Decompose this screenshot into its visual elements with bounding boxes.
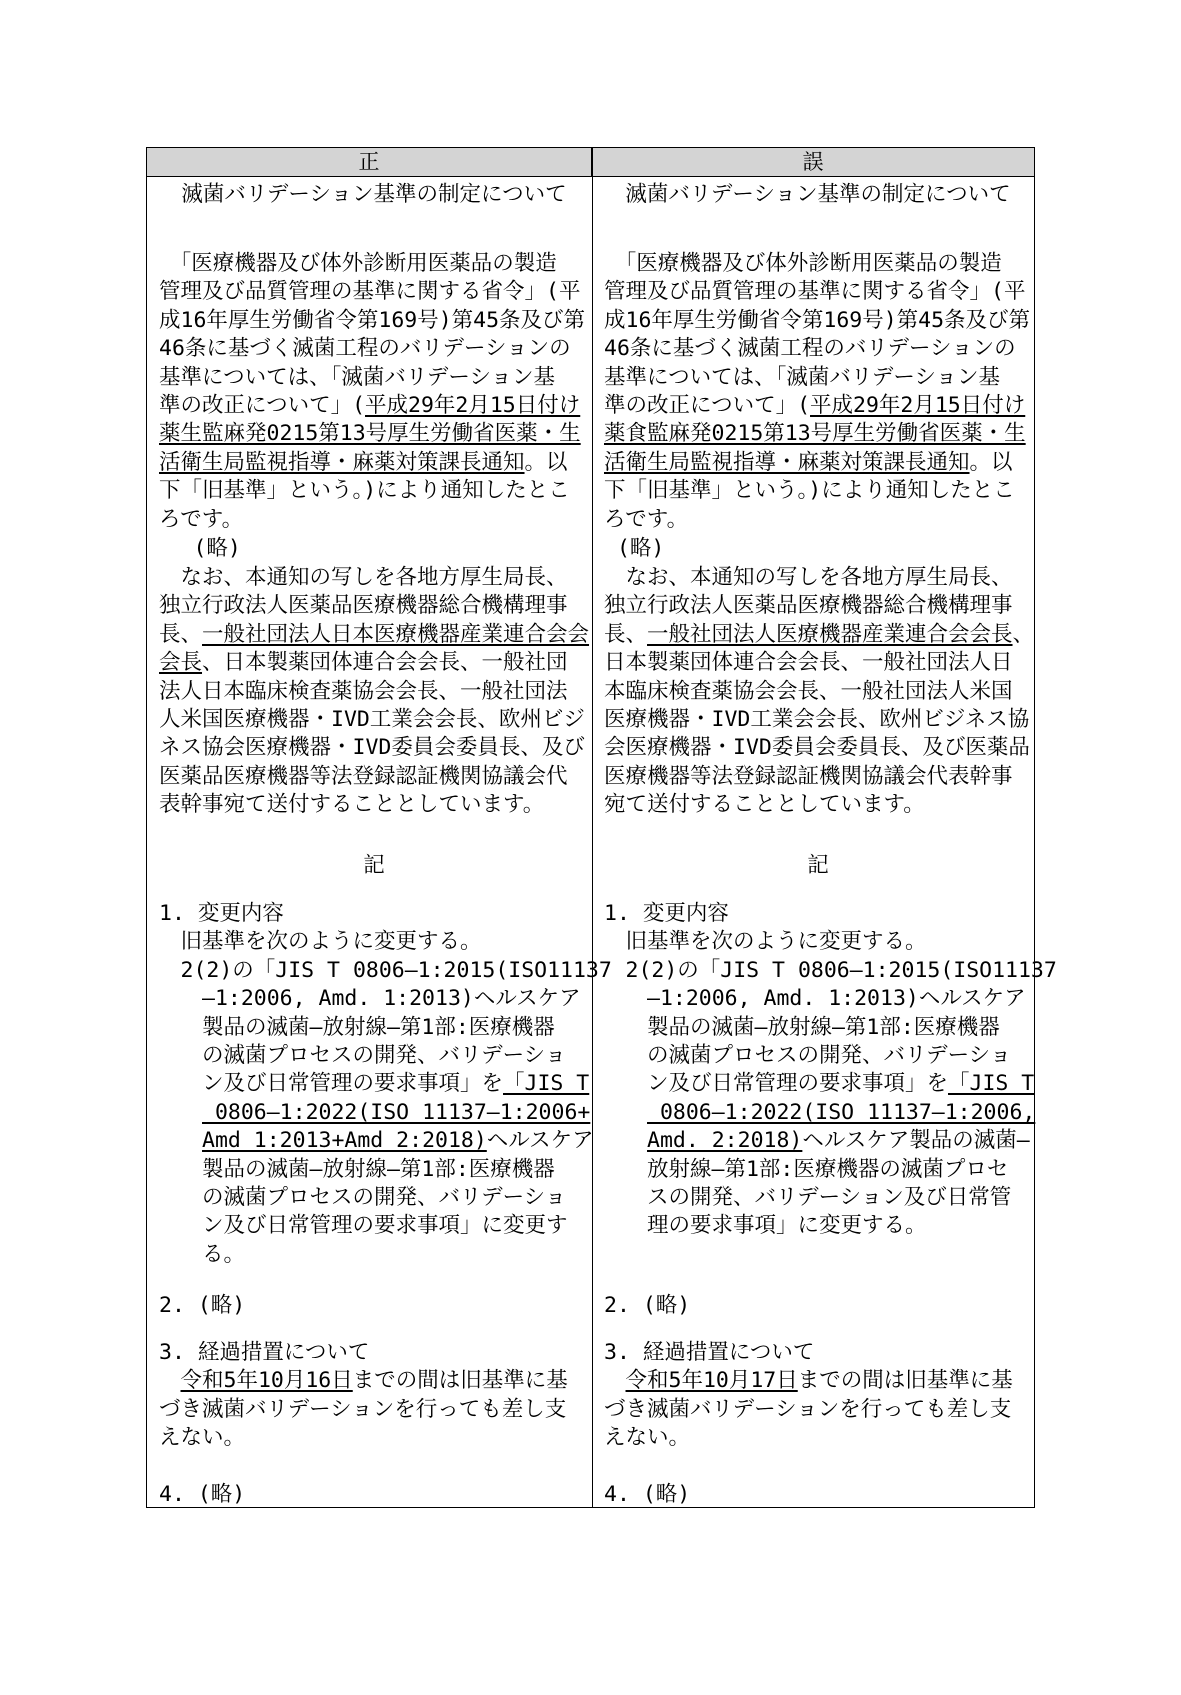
- text-segment: る。: [159, 1241, 246, 1267]
- text-segment: 1. 変更内容: [604, 901, 729, 926]
- block-para1: [159, 250, 589, 534]
- text-line: [159, 791, 589, 819]
- block-sec4: [159, 1481, 589, 1509]
- text-line: [604, 1070, 1035, 1098]
- text-segment: スの開発、バリデーション及び日常管: [604, 1184, 1012, 1210]
- block-sec4: [604, 1481, 1032, 1509]
- text-segment: の滅菌プロセスの開発、バリデーショ: [159, 1184, 567, 1210]
- text-line: [159, 1070, 589, 1098]
- text-segment: 日本製薬団体連合会会長、一般社団法人日: [604, 650, 1013, 676]
- block-ki: [159, 852, 589, 880]
- text-segment: までの間は旧基準に基: [352, 1368, 568, 1394]
- block-nao: [159, 564, 589, 820]
- text-segment: 表幹事宛て送付することとしています。: [159, 792, 545, 818]
- text-line: [159, 1184, 589, 1212]
- text-segment: 宛て送付することとしています。: [604, 792, 925, 818]
- text-segment: までの間は旧基準に基: [797, 1368, 1013, 1394]
- text-segment: 医薬品医療機器等法登録認証機関協議会代: [159, 763, 568, 789]
- text-segment: なお、本通知の写しを各地方厚生局長、: [604, 565, 1013, 590]
- text-segment: [159, 1128, 202, 1153]
- sec2-text: 2. (略): [604, 1293, 691, 1318]
- text-segment: 下「旧基準」という。)により通知したとこ: [159, 478, 570, 504]
- underlined-text: Amd. 2:2018): [647, 1128, 803, 1154]
- text-segment: 基準については、「滅菌バリデーション基: [604, 364, 1001, 390]
- text-segment: 医療機器・IVD工業会会長、欧州ビジネス協: [604, 706, 1030, 732]
- text-segment: 製品の滅菌—放射線—第1部:医療機器: [604, 1014, 1000, 1040]
- text-line: [604, 477, 1032, 505]
- text-segment: ろです。: [159, 506, 244, 532]
- block-sec2: [604, 1292, 1032, 1320]
- sec4-text: 4. (略): [159, 1482, 246, 1507]
- text-line: [604, 678, 1032, 706]
- text-segment: 基準については、「滅菌バリデーション基: [159, 364, 556, 390]
- block-para1: [604, 250, 1032, 534]
- sec4-text: 4. (略): [604, 1482, 691, 1507]
- text-segment: 。以: [969, 449, 1013, 475]
- text-segment: 、日本製薬団体連合会会長、一般社団: [202, 650, 568, 676]
- text-segment: 「医療機器及び体外診断用医薬品の製造: [159, 251, 557, 276]
- text-segment: [604, 1368, 626, 1393]
- block-sec3: [604, 1339, 1032, 1453]
- text-segment: の滅菌プロセスの開発、バリデーショ: [159, 1042, 567, 1068]
- text-line: [159, 706, 589, 734]
- underlined-text: 0806—1:2022(ISO 11137—1:2006+: [202, 1099, 591, 1125]
- text-line: [604, 420, 1032, 448]
- text-segment: 管理及び品質管理の基準に関する省令」(平: [604, 279, 1026, 305]
- text-segment: 医療機器等法登録認証機関協議会代表幹事: [604, 763, 1013, 789]
- text-segment: 旧基準を次のように変更する。: [604, 929, 927, 955]
- text-line: [604, 335, 1032, 363]
- text-line: [159, 1127, 594, 1155]
- block-ki: [604, 852, 1032, 880]
- text-segment: 2(2)の「JIS T 0806—1:2015(ISO11137: [159, 957, 612, 983]
- text-line: [604, 957, 1057, 985]
- text-line: [604, 1212, 1032, 1240]
- sec2-text: 2. (略): [159, 1293, 246, 1318]
- text-segment: [604, 1100, 647, 1125]
- text-line: [159, 420, 589, 448]
- header-incorrect: 誤: [592, 148, 1034, 177]
- text-line: [604, 791, 1032, 819]
- text-line: [159, 477, 589, 505]
- text-segment: ヘルスケア製品の滅菌—: [802, 1128, 1030, 1154]
- text-segment: ン及び日常管理の要求事項」に変更す: [159, 1213, 568, 1239]
- text-line: [604, 1367, 1032, 1395]
- text-segment: [159, 1100, 202, 1125]
- text-segment: 46条に基づく滅菌工程のバリデーションの: [604, 336, 1016, 362]
- text-line: [159, 900, 589, 928]
- block-sec1: [159, 900, 612, 1269]
- text-line: [159, 592, 589, 620]
- underlined-text: 活衛生局監視指導・麻薬対策課長通知: [159, 449, 525, 475]
- text-line: [159, 564, 589, 592]
- text-segment: なお、本通知の写しを各地方厚生局長、: [159, 565, 568, 590]
- text-segment: 放射線—第1部:医療機器の滅菌プロセ: [604, 1156, 1009, 1182]
- text-segment: ン及び日常管理の要求事項」を: [159, 1071, 504, 1097]
- underlined-text: 活衛生局監視指導・麻薬対策課長通知: [604, 449, 970, 475]
- text-segment: ろです。: [604, 506, 689, 532]
- text-line: [159, 1099, 589, 1127]
- text-segment: づき滅菌バリデーションを行っても差し支: [604, 1396, 1012, 1422]
- underlined-text: 平成29年2月15日付け: [810, 392, 1026, 418]
- text-segment: 製品の滅菌—放射線—第1部:医療機器: [159, 1156, 555, 1182]
- text-line: [159, 734, 589, 762]
- underlined-text: 0806—1:2022(ISO 11137—1:2006,: [647, 1099, 1036, 1125]
- text-line: [604, 1156, 1032, 1184]
- text-line: [604, 506, 1032, 534]
- text-segment: 3. 経過措置について: [159, 1340, 370, 1365]
- block-title: [159, 181, 589, 209]
- text-line: [159, 985, 589, 1013]
- text-line: [159, 364, 589, 392]
- text-segment: 成16年厚生労働省令第169号)第45条及び第: [159, 307, 586, 333]
- block-nao: [604, 564, 1035, 820]
- text-line: [159, 1424, 589, 1452]
- text-line: [159, 1396, 589, 1424]
- ki-text: 記: [363, 853, 385, 878]
- text-line: [159, 1339, 589, 1367]
- text-line: [604, 985, 1032, 1013]
- text-segment: えない。: [159, 1425, 246, 1451]
- underlined-text: 「JIS T: [948, 1071, 1035, 1097]
- text-segment: 独立行政法人医薬品医療機器総合機構理事: [159, 593, 568, 619]
- text-line: [159, 250, 589, 278]
- text-line: [604, 706, 1032, 734]
- underlined-text: 一般社団法人医療機器産業連合会会長: [647, 621, 1013, 647]
- text-line: [604, 449, 1032, 477]
- text-segment: 法人日本臨床検査薬協会会長、一般社団法: [159, 678, 568, 704]
- text-line: [159, 649, 589, 677]
- text-segment: 。以: [524, 449, 568, 475]
- text-line: [159, 278, 589, 306]
- column-incorrect: [604, 148, 1057, 1507]
- text-line: [159, 763, 589, 791]
- text-segment: 準の改正について」(: [159, 392, 366, 418]
- text-segment: 3. 経過措置について: [604, 1340, 815, 1365]
- ki-text: 記: [807, 853, 829, 878]
- underlined-text: 平成29年2月15日付け: [365, 392, 581, 418]
- text-segment: 長、: [604, 621, 648, 647]
- text-line: [604, 250, 1032, 278]
- block-sec1: [604, 900, 1057, 1241]
- text-line: [604, 1184, 1032, 1212]
- ryaku-text: (略): [159, 536, 241, 561]
- text-line: [159, 1241, 589, 1269]
- text-segment: —1:2006, Amd. 1:2013)ヘルスケア: [604, 986, 1026, 1012]
- text-line: [159, 1014, 589, 1042]
- text-segment: 本臨床検査薬協会会長、一般社団法人米国: [604, 678, 1013, 704]
- text-line: [159, 1042, 589, 1070]
- text-line: [604, 900, 1032, 928]
- block-ryaku: [604, 535, 1032, 563]
- underlined-text: 令和5年10月16日: [180, 1368, 353, 1394]
- block-sec3: [159, 1339, 589, 1453]
- text-line: [159, 506, 589, 534]
- text-line: [159, 678, 589, 706]
- text-line: [604, 278, 1032, 306]
- text-line: [604, 928, 1032, 956]
- title-text: 滅菌バリデーション基準の制定について: [625, 182, 1011, 207]
- text-segment: 独立行政法人医薬品医療機器総合機構理事: [604, 593, 1013, 619]
- text-line: [159, 621, 589, 649]
- text-segment: 1. 変更内容: [159, 901, 284, 926]
- text-segment: えない。: [604, 1425, 691, 1451]
- text-segment: 下「旧基準」という。)により通知したとこ: [604, 478, 1015, 504]
- text-line: [604, 307, 1032, 335]
- text-line: [604, 392, 1032, 420]
- text-segment: の滅菌プロセスの開発、バリデーショ: [604, 1042, 1012, 1068]
- underlined-text: 一般社団法人日本医療機器産業連合会会: [202, 621, 590, 647]
- text-segment: 46条に基づく滅菌工程のバリデーションの: [159, 336, 571, 362]
- text-line: [604, 1099, 1036, 1127]
- underlined-text: 会長: [159, 650, 203, 676]
- text-segment: [604, 1128, 647, 1153]
- text-line: [604, 1042, 1032, 1070]
- text-segment: 旧基準を次のように変更する。: [159, 929, 482, 955]
- correction-table: [146, 147, 1057, 1508]
- text-segment: [159, 1368, 181, 1393]
- text-segment: 管理及び品質管理の基準に関する省令」(平: [159, 279, 581, 305]
- text-segment: ヘルスケア: [486, 1128, 594, 1154]
- text-line: [604, 592, 1032, 620]
- text-segment: 成16年厚生労働省令第169号)第45条及び第: [604, 307, 1031, 333]
- text-line: [604, 1014, 1032, 1042]
- text-segment: 準の改正について」(: [604, 392, 811, 418]
- underlined-text: 令和5年10月17日: [625, 1368, 798, 1394]
- underlined-text: 薬食監麻発0215第13号厚生労働省医薬・生: [604, 421, 1026, 447]
- text-segment: 「医療機器及び体外診断用医薬品の製造: [604, 251, 1002, 276]
- text-line: [604, 734, 1032, 762]
- block-sec2: [159, 1292, 589, 1320]
- ryaku-text: (略): [604, 536, 665, 561]
- text-segment: ン及び日常管理の要求事項」を: [604, 1071, 949, 1097]
- underlined-text: Amd 1:2013+Amd 2:2018): [202, 1128, 487, 1154]
- text-line: [159, 392, 589, 420]
- block-ryaku: [159, 535, 589, 563]
- block-title: [604, 181, 1032, 209]
- text-line: [604, 621, 1035, 649]
- text-line: [159, 957, 612, 985]
- text-segment: 、: [1012, 621, 1035, 647]
- text-line: [604, 649, 1032, 677]
- text-line: [159, 307, 589, 335]
- text-segment: 2(2)の「JIS T 0806—1:2015(ISO11137: [604, 957, 1057, 983]
- text-segment: 長、: [159, 621, 203, 647]
- text-line: [159, 1367, 589, 1395]
- text-segment: ネス協会医療機器・IVD委員会委員長、及び: [159, 735, 585, 761]
- text-line: [604, 1127, 1032, 1155]
- text-line: [604, 1396, 1032, 1424]
- column-correct: [159, 148, 612, 1507]
- header-correct: 正: [147, 148, 592, 177]
- text-line: [604, 763, 1032, 791]
- text-line: [604, 564, 1032, 592]
- text-line: [604, 1339, 1032, 1367]
- text-line: [159, 1156, 589, 1184]
- underlined-text: 薬生監麻発0215第13号厚生労働省医薬・生: [159, 421, 581, 447]
- text-line: [159, 1212, 589, 1240]
- text-segment: —1:2006, Amd. 1:2013)ヘルスケア: [159, 986, 581, 1012]
- title-text: 滅菌バリデーション基準の制定について: [181, 182, 567, 207]
- text-segment: 人米国医療機器・IVD工業会会長、欧州ビジ: [159, 706, 585, 732]
- text-segment: 製品の滅菌—放射線—第1部:医療機器: [159, 1014, 555, 1040]
- column-divider: [592, 148, 593, 1507]
- underlined-text: 「JIS T: [503, 1071, 590, 1097]
- text-segment: 理の要求事項」に変更する。: [604, 1213, 927, 1239]
- text-segment: 会医療機器・IVD委員会委員長、及び医薬品: [604, 735, 1030, 761]
- text-line: [159, 928, 589, 956]
- text-line: [159, 449, 589, 477]
- text-line: [604, 1424, 1032, 1452]
- text-segment: づき滅菌バリデーションを行っても差し支: [159, 1396, 567, 1422]
- text-line: [159, 335, 589, 363]
- text-line: [604, 364, 1032, 392]
